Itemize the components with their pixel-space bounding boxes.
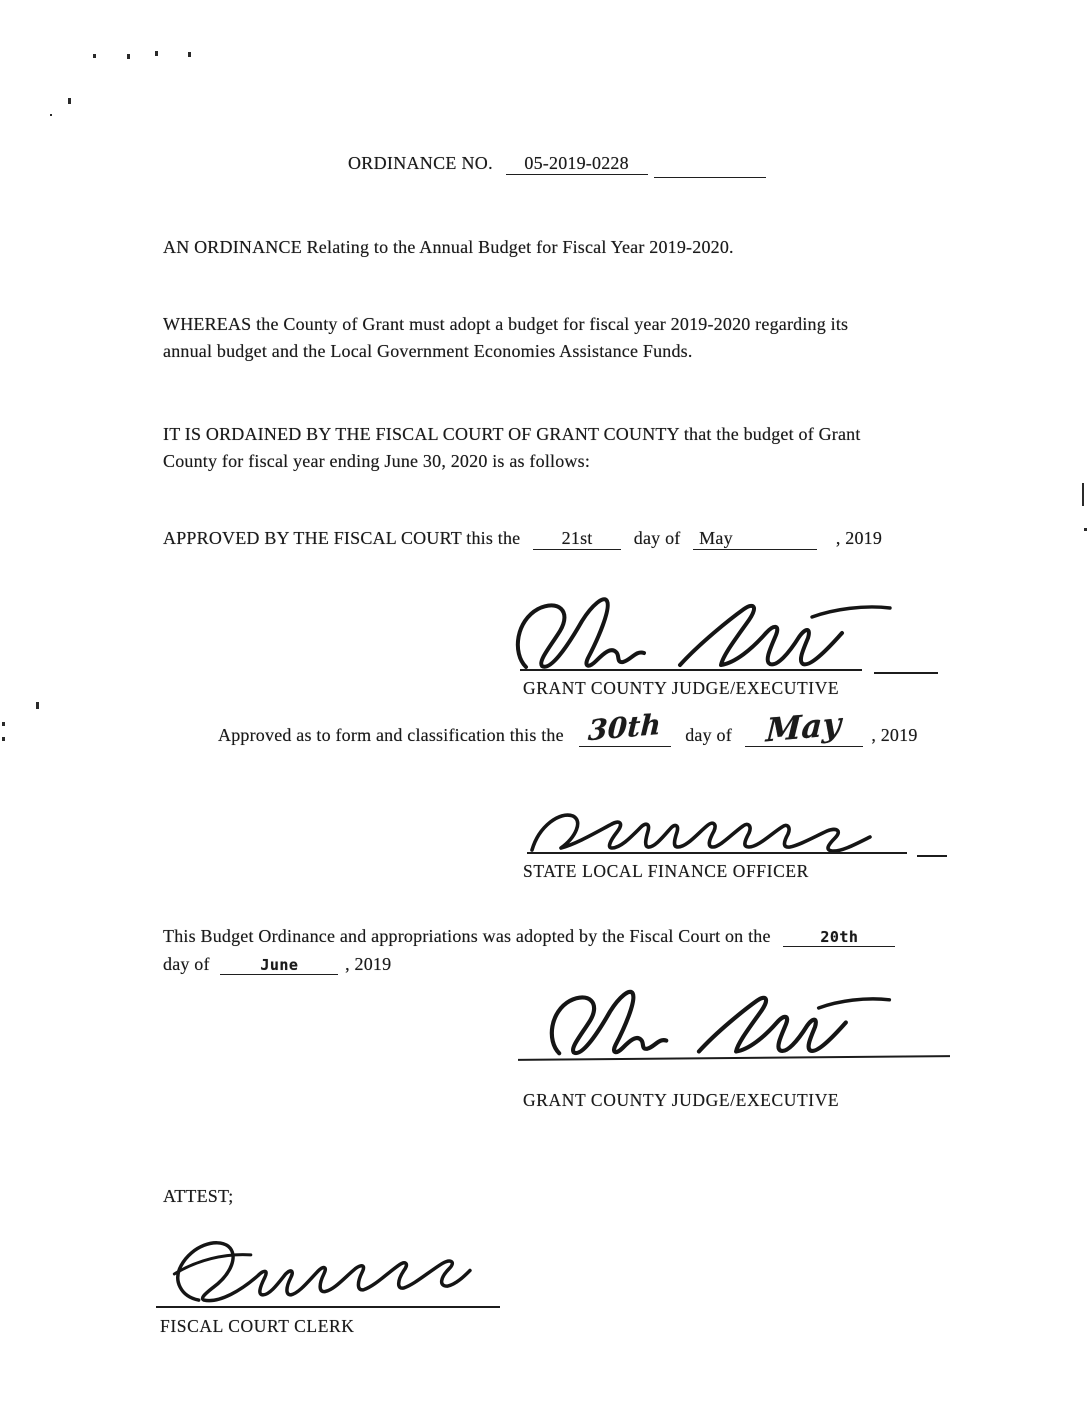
approved-court-middle: day of	[633, 528, 681, 548]
whereas-line-1: WHEREAS the County of Grant must adopt a budget for fiscal year 2019-2020 regarding its	[163, 314, 849, 334]
approved-form-middle: day of	[685, 725, 732, 745]
scan-artifact	[2, 722, 5, 726]
state-finance-officer-label: STATE LOCAL FINANCE OFFICER	[523, 861, 809, 881]
ordinance-title-label: ORDINANCE NO.	[348, 153, 493, 173]
signature-line-2-dash	[917, 855, 947, 857]
an-ordinance-line: AN ORDINANCE Relating to the Annual Budget for Fiscal Year 2019-2020.	[163, 237, 734, 257]
scan-artifact	[93, 54, 96, 58]
ordinance-title-line	[348, 153, 766, 175]
signature-line-4	[156, 1306, 500, 1308]
scan-artifact	[36, 702, 39, 709]
approved-form-month-blank	[745, 704, 863, 750]
scan-artifact	[127, 54, 130, 59]
judge-executive-label-1: GRANT COUNTY JUDGE/EXECUTIVE	[523, 678, 840, 698]
ordinance-number-blank-extension	[654, 157, 766, 178]
approved-court-prefix: APPROVED BY THE FISCAL COURT this the	[163, 528, 521, 548]
approved-form-prefix: Approved as to form and classification this the	[218, 725, 564, 745]
signature-line-1	[520, 669, 862, 671]
attest-label: ATTEST;	[163, 1186, 234, 1206]
approved-form-line	[218, 704, 918, 750]
adoption-line2-suffix: , 2019	[345, 954, 392, 974]
scan-artifact	[1084, 528, 1087, 531]
ordained-line-2: County for fiscal year ending June 30, 2020 is as follows:	[163, 451, 591, 471]
approved-court-day-value: 21st	[533, 529, 621, 550]
ordained-line-1: IT IS ORDAINED BY THE FISCAL COURT OF GRANT COUNTY that the budget of Grant	[163, 424, 861, 444]
ordained-paragraph	[163, 421, 861, 475]
ordinance-number-value: 05-2019-0228	[506, 154, 648, 175]
approved-form-month-handwritten: May	[765, 704, 843, 750]
signature-fiscal-court-clerk	[148, 1234, 498, 1314]
approved-court-month-value: May	[693, 529, 817, 550]
scan-artifact	[188, 52, 191, 57]
signature-judge-executive-2	[512, 988, 962, 1066]
fiscal-court-clerk-label: FISCAL COURT CLERK	[160, 1316, 355, 1336]
signature-line-2	[527, 852, 907, 854]
whereas-line-2: annual budget and the Local Government Economies Assistance Funds.	[163, 341, 693, 361]
signature-state-finance-officer	[522, 806, 907, 858]
approved-court-line	[163, 528, 882, 550]
scan-artifact	[2, 737, 5, 741]
adoption-line2-prefix: day of	[163, 954, 210, 974]
approved-form-suffix: , 2019	[871, 725, 918, 745]
scan-artifact	[155, 51, 158, 56]
adoption-line-2	[163, 954, 391, 975]
adoption-line-1	[163, 926, 895, 947]
signature-line-1-dash	[874, 672, 938, 674]
scan-artifact	[68, 98, 71, 104]
approved-form-day-handwritten: 30th	[587, 707, 662, 748]
judge-executive-label-2: GRANT COUNTY JUDGE/EXECUTIVE	[523, 1090, 840, 1110]
whereas-paragraph	[163, 311, 848, 365]
scan-artifact	[1082, 483, 1084, 506]
adoption-prefix: This Budget Ordinance and appropriations was adopted by the Fiscal Court on the	[163, 926, 771, 946]
adoption-month-value: June	[220, 957, 338, 975]
adoption-day-value: 20th	[783, 929, 895, 947]
approved-form-day-blank	[579, 707, 671, 748]
approved-court-suffix: , 2019	[835, 528, 883, 548]
scan-artifact	[50, 114, 52, 116]
